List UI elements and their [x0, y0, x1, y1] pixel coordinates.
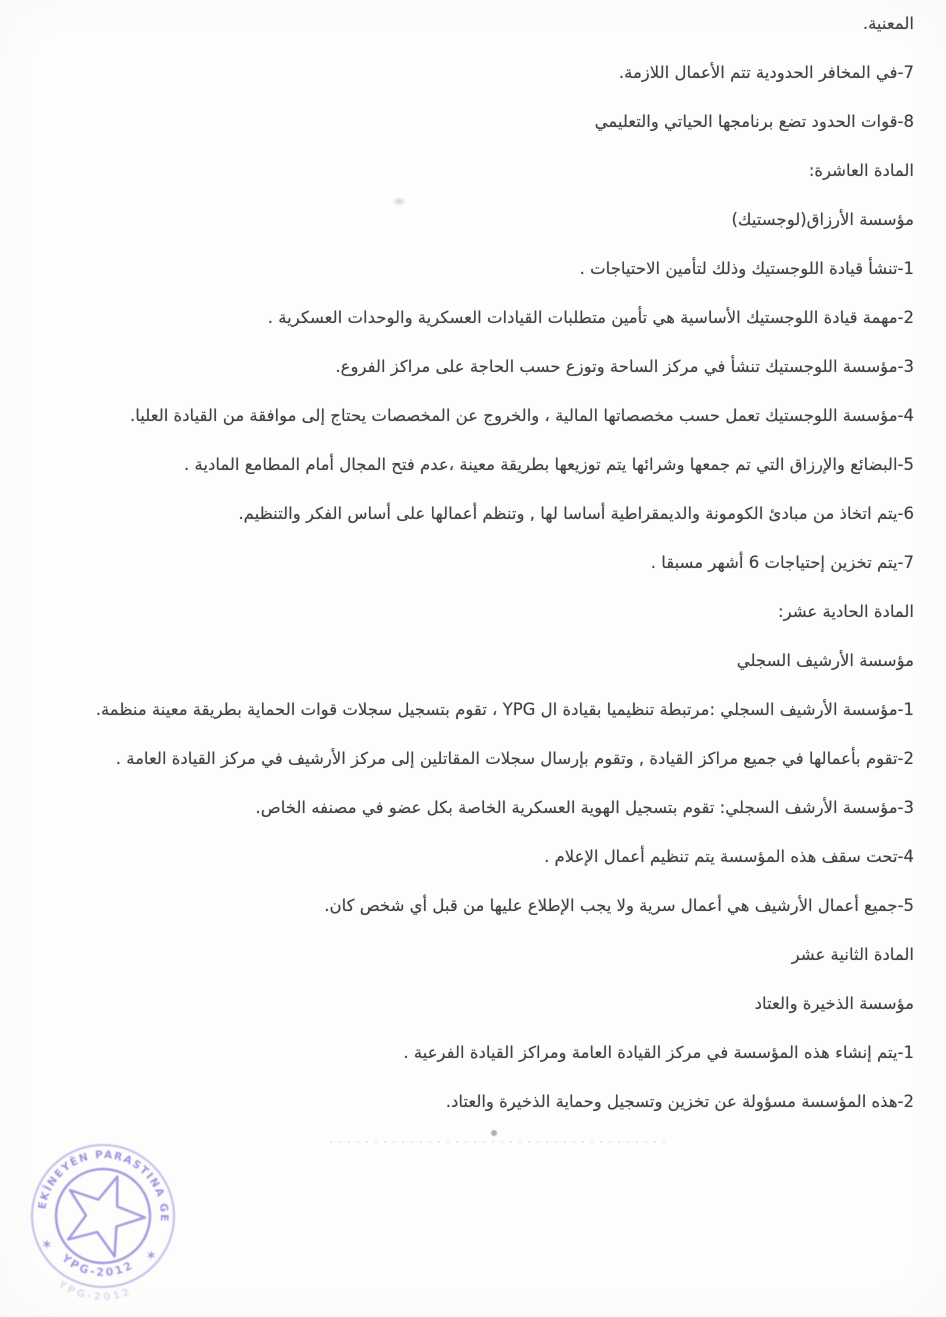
text-line: 1-مؤسسة الأرشيف السجلي :مرتبطة تنظيميا بقيادة ال YPG ، تقوم بتسجيل سجلات قوات الحماية بطريقة معينة منظمة.	[95, 700, 914, 719]
text-line: 1-تنشأ قيادة اللوجستيك وذلك لتأمين الاحتياجات .	[579, 259, 914, 278]
text-line: 5-جميع أعمال الأرشيف هي أعمال سرية ولا يجب الإطلاع عليها من قبل أي شخص كان.	[324, 896, 914, 915]
ypg-stamp	[4, 1117, 202, 1315]
text-line: 4-تحت سقف هذه المؤسسة يتم تنظيم أعمال الإعلام .	[544, 847, 914, 866]
article-heading: المادة الثانية عشر	[791, 945, 914, 964]
section-title: مؤسسة الأرشيف السجلي	[736, 651, 914, 670]
article-heading: المادة العاشرة:	[808, 161, 914, 180]
text-line: 1-يتم إنشاء هذه المؤسسة في مركز القيادة العامة ومراكز القيادة الفرعية .	[403, 1043, 914, 1062]
text-line: 2-هذه المؤسسة مسؤولة عن تخزين وتسجيل وحماية الذخيرة والعتاد.	[445, 1092, 914, 1111]
svg-text:YPG-2012	[54, 1278, 135, 1307]
stamp-bottom-text-ghost: YPG-2012	[56, 1279, 134, 1304]
stamp-bottom-text: YPG-2012	[59, 1251, 137, 1280]
text-line: 5-البضائع والإرزاق التي تم جمعها وشرائها يتم توزيعها بطريقة معينة ،عدم فتح المجال أمام المطامع المادية .	[184, 455, 914, 474]
stamp-top-text: YEKÎNEYÊN PARASTINA GEL	[36, 1148, 171, 1224]
text-line: 6-يتم اتخاذ من مبادئ الكومونة والديمقراطية أساسا لها , وتنظم أعمالها على أساس الفكر والتنظيم.	[238, 504, 914, 523]
text-line: 2-تقوم بأعمالها في جميع مراكز القيادة , وتقوم بإرسال سجلات المقاتلين إلى مركز الأرشيف في مركز القيادة العامة .	[115, 749, 914, 768]
section-title: مؤسسة الأرزاق(لوجستيك)	[731, 210, 914, 229]
text-line: 8-قوات الحدود تضع برنامجها الحياتي والتعليمي	[594, 112, 914, 131]
text-line: 3-مؤسسة اللوجستيك تنشأ في مركز الساحة وتوزع حسب الحاجة على مراكز الفروع.	[335, 357, 914, 376]
stamp-left-star-icon: ✶	[39, 1236, 54, 1254]
text-line: 7-يتم تخزين إحتياجات 6 أشهر مسبقا .	[650, 553, 914, 572]
text-line: المعنية.	[862, 14, 914, 33]
scan-artifact	[491, 1130, 497, 1136]
scan-artifact	[392, 197, 406, 206]
scan-artifact	[330, 1141, 670, 1143]
text-line: 7-في المخافر الحدودية تتم الأعمال اللازمة.	[618, 63, 914, 82]
section-title: مؤسسة الذخيرة والعتاد	[754, 994, 914, 1013]
text-line: 4-مؤسسة اللوجستيك تعمل حسب مخصصاتها المالية ، والخروج عن المخصصات يحتاج إلى موافقة من القيادة العليا.	[130, 406, 914, 425]
text-line: 3-مؤسسة الأرشف السجلي: تقوم بتسجيل الهوية العسكرية الخاصة بكل عضو في مصنفه الخاص.	[255, 798, 914, 817]
text-line: 2-مهمة قيادة اللوجستيك الأساسية هي تأمين متطلبات القيادات العسكرية والوحدات العسكرية .	[267, 308, 914, 327]
stamp-right-star-icon: ✶	[144, 1247, 158, 1265]
article-heading: المادة الحادية عشر:	[778, 602, 914, 621]
